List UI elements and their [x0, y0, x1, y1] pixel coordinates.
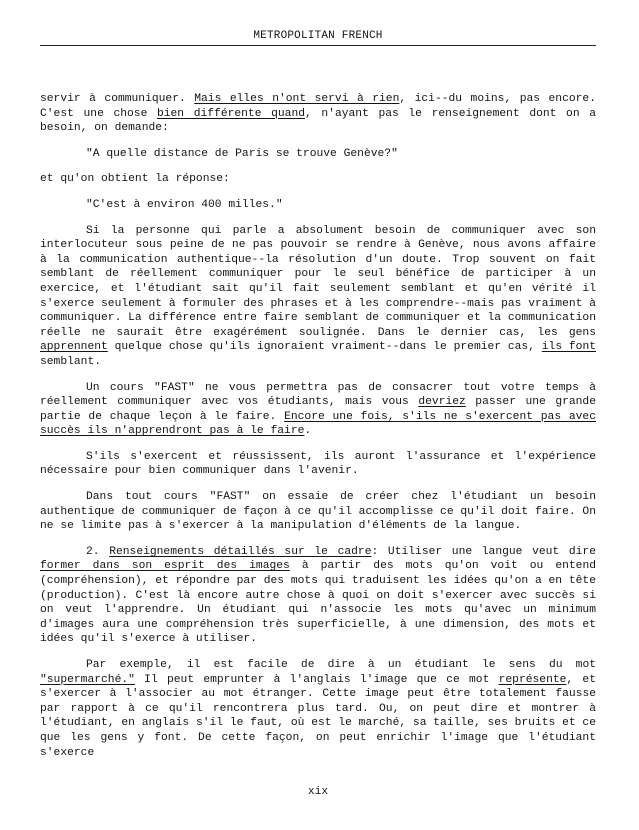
- body-text: [40, 92, 596, 771]
- paragraph-3: Si la personne qui parle a absolument besoin de communiquer avec son interlocuteur sous peine de ne pas pouvoir se rendre à Genève, nous avons affaire à la communication authentique--la résolution d'un doute. Trop souvent on fait semblant de réellement communiquer pour le seul bénéfice de participer à un exercice, et l'étudiant sait qu'il fait seulement semblant et qu'en vérité il s'exerce seulement à formuler des phrases et à les comprendre--mais pas vraiment à communiquer. La différence entre faire semblant de communiquer et la communication réelle ne saurait être exagérément soulignée. Dans le dernier cas, les gens apprennent quelque chose qu'ils ignoraient vraiment--dans le premier cas, ils font semblant.: [40, 224, 597, 368]
- underlined-phrase: bien différente quand: [156, 107, 305, 120]
- underlined-word: "supermarché.": [40, 673, 135, 686]
- underlined-sentence: Encore une fois, s'ils ne s'exercent pas avec succès ils n'apprendront pas à le faire: [40, 410, 596, 438]
- underlined-word: représente: [498, 673, 567, 686]
- paragraph-4: Un cours "FAST" ne vous permettra pas de consacrer tout votre temps à réellement communiquer avec vos étudiants, mais vous devriez passer une grande partie de chaque leçon à le faire. Encore une fois, s'ils ne s'exercent pas avec succès ils n'apprendront pas à le faire.: [40, 381, 596, 438]
- quote-answer: "C'est à environ 400 milles.": [86, 198, 283, 211]
- paragraph-7: 2. Renseignements détaillés sur le cadre: Utiliser une langue veut dire former dans son esprit des images à partir des mots qu'on voit ou entend (compréhension), et répondre par des mots qui traduisent les idées qu'on a en tête (production). C'est là encore autre chose à quoi on doit s'exercer avec succès si on veut l'apprendre. Un étudiant qui n'associe les mots qu'avec un minimum d'images aura une compréhension très superficielle, à une dimension, des mots et idées qu'il s'exerce à utiliser.: [40, 545, 596, 646]
- page-number: xix: [307, 786, 329, 798]
- underlined-phrase: Mais elles n'ont servi à rien: [194, 93, 400, 105]
- quote-question: "A quelle distance de Paris se trouve Genève?": [86, 147, 398, 160]
- paragraph-2: et qu'on obtient la réponse:: [40, 173, 230, 186]
- paragraph-6: Dans tout cours "FAST" on essaie de créer chez l'étudiant un besoin authentique de communiquer de façon à ce qu'il accomplisse ce qu'il doit faire. On ne se limite pas à s'exercer à la manipulation d'éléments de la langue.: [40, 491, 596, 533]
- section-number: 2.: [86, 545, 110, 558]
- header-rule: [40, 45, 596, 46]
- paragraph-5: S'ils s'exercent et réussissent, ils auront l'assurance et l'expérience nécessaire pour bien communiquer dans l'avenir.: [40, 450, 596, 478]
- underlined-phrase: former dans son esprit des images: [40, 560, 290, 573]
- paragraph-8: Par exemple, il est facile de dire à un étudiant le sens du mot "supermarché." Il peut emprunter à l'anglais l'image que ce mot représente, et s'exercer à l'associer au mot étranger. Cette image peut être totalement fausse par rapport à ce qu'il rencontrera plus tard. Ou, on peut dire et montrer à l'étudiant, en anglais s'il le faut, où est le marché, sa taille, ses bruits et ce que les gens y font. De cette façon, on peut enrichir l'image que l'étudiant s'exerce: [40, 659, 596, 759]
- underlined-phrase: ils font: [541, 341, 597, 354]
- running-header: METROPOLITAN FRENCH: [253, 30, 383, 42]
- underlined-word: apprennent: [40, 341, 108, 354]
- section-title: Renseignements détaillés sur le cadre: [109, 545, 372, 558]
- underlined-word: devriez: [418, 396, 466, 409]
- paragraph-1: servir à communiquer. Mais elles n'ont servi à rien, ici--du moins, pas encore. C'est une chose bien différente quand, n'ayant pas le renseignement dont on a besoin, on demande:: [40, 93, 596, 135]
